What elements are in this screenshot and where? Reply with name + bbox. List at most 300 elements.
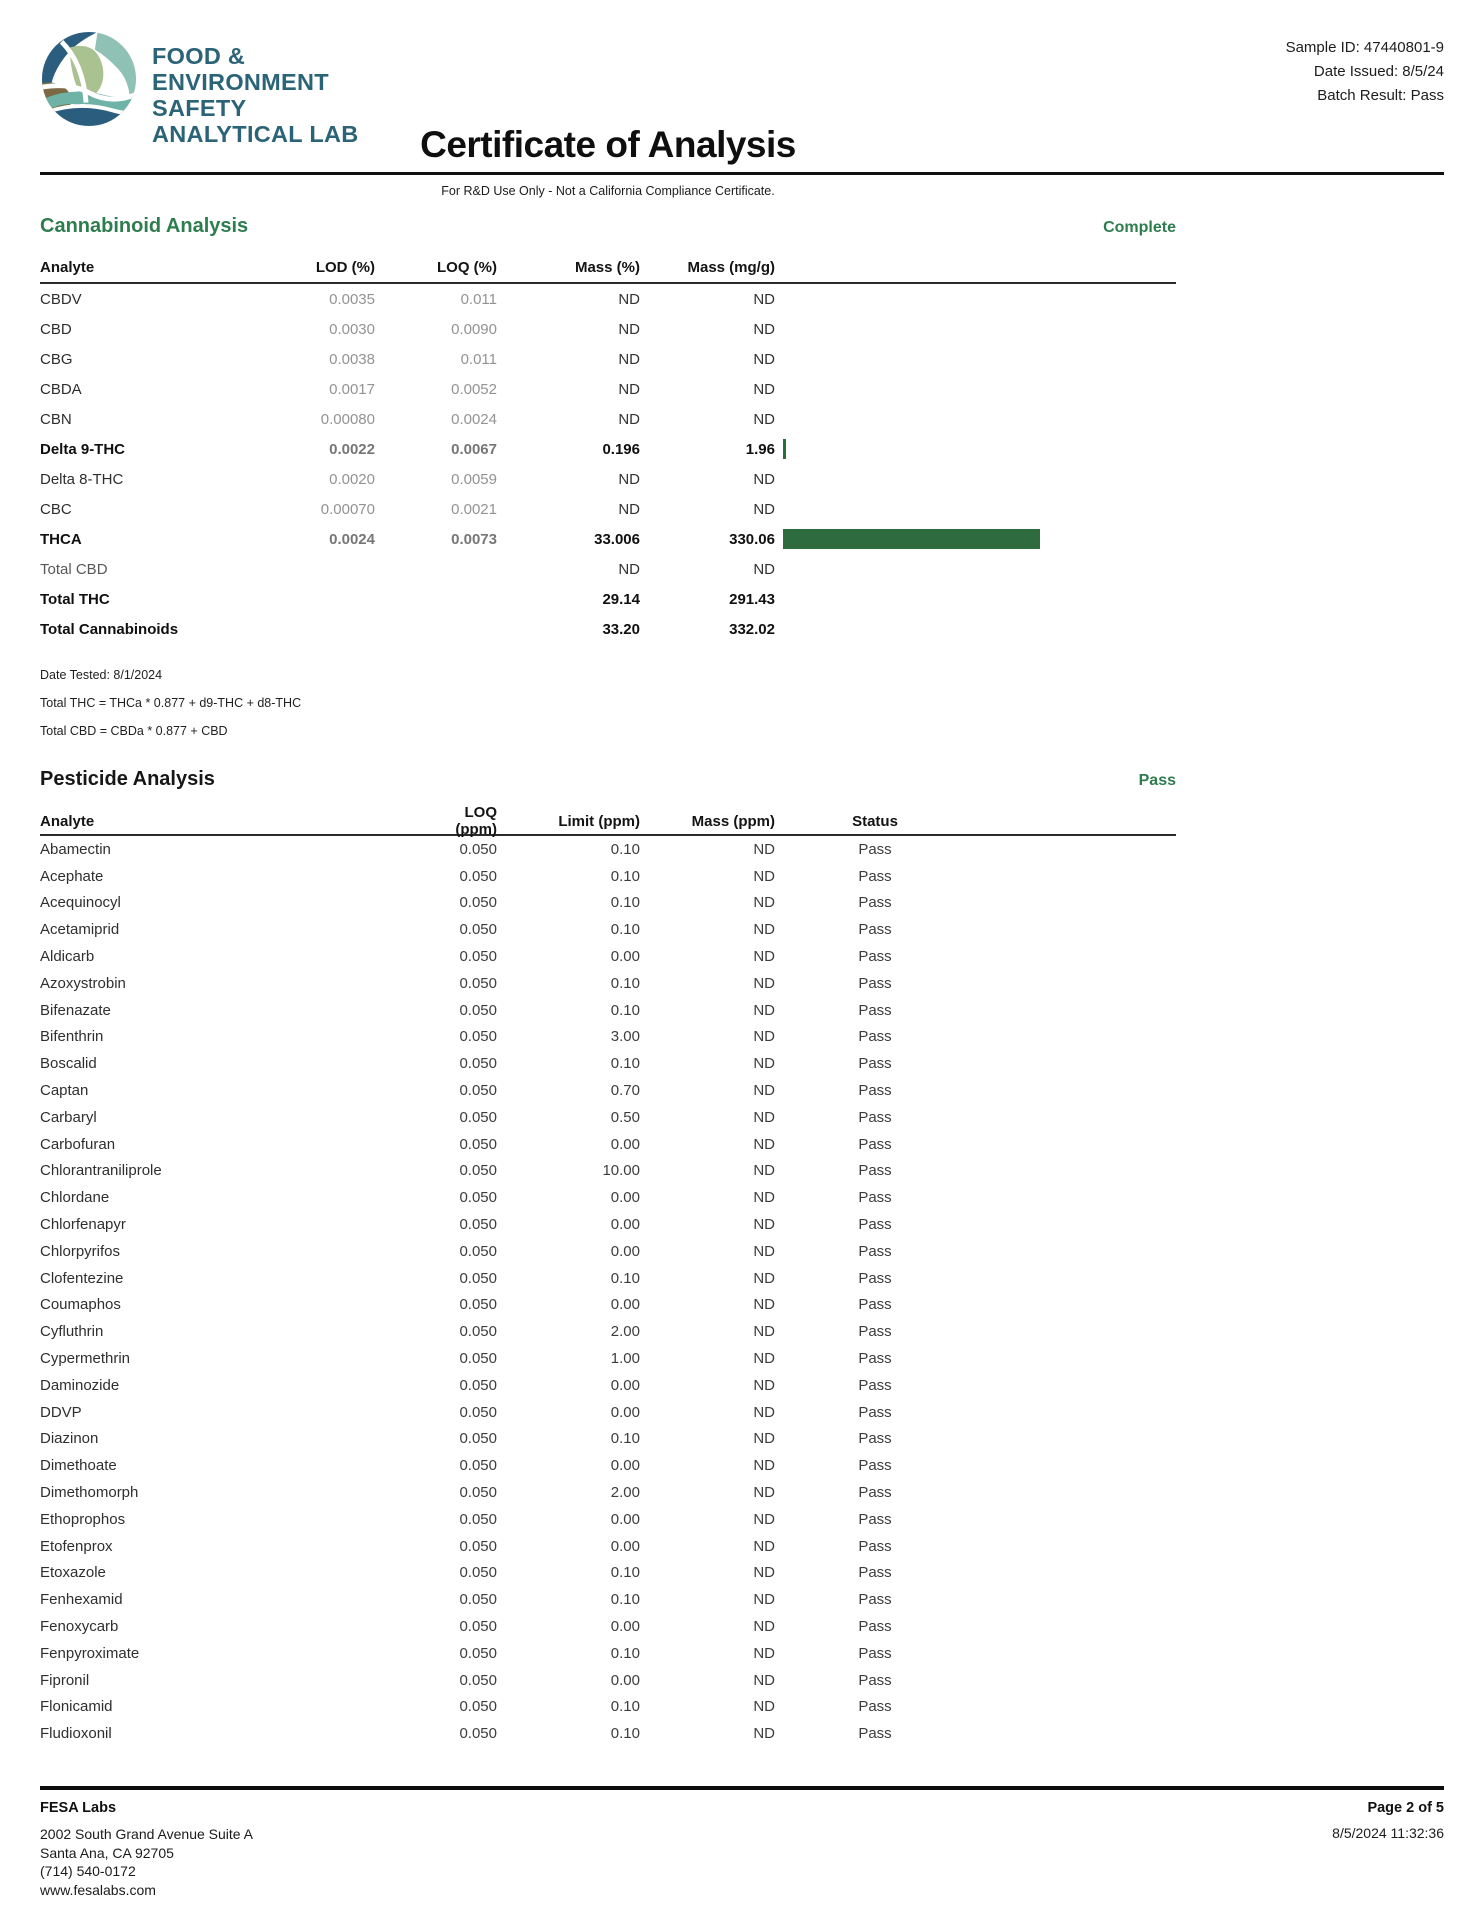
address-line-2: Santa Ana, CA 92705 (40, 1844, 174, 1861)
limit-ppm-value: 1.00 (610, 1350, 640, 1368)
analyte-name: Carbofuran (40, 1135, 116, 1153)
footer-body-row (40, 1825, 1444, 1899)
status-value: Pass (858, 1350, 892, 1368)
limit-ppm-value: 0.00 (610, 1618, 640, 1635)
analyte-name: CBD (40, 320, 72, 338)
limit-ppm-value: 0.00 (610, 1189, 640, 1207)
mass-percent-value: ND (618, 320, 640, 338)
analyte-name: Cypermethrin (40, 1350, 131, 1368)
status-value: Pass (858, 1644, 892, 1662)
col-limit-ppm: Limit (ppm) (558, 812, 640, 830)
print-timestamp: 8/5/2024 11:32:36 (1332, 1825, 1444, 1842)
status-value: Pass (858, 894, 892, 912)
analyte-name: CBDV (40, 290, 82, 308)
analyte-name: CBC (40, 500, 72, 518)
mass-bar-cell (775, 494, 1176, 524)
address-line-1: 2002 South Grand Avenue Suite A (40, 1826, 254, 1843)
total-cbd-formula: Total CBD = CBDa * 0.877 + CBD (40, 724, 228, 738)
pesticide-table-body (40, 836, 1176, 1747)
mass-ppm-value: ND (753, 1457, 775, 1475)
limit-ppm-value: 0.00 (610, 1135, 640, 1153)
pesticide-table-row (40, 1586, 1176, 1613)
mass-bar-cell (775, 314, 1176, 344)
pesticide-table-row (40, 1238, 1176, 1265)
pesticide-status-badge: Pass (1138, 772, 1176, 789)
cannabinoid-table (40, 252, 1176, 644)
analyte-name: Etofenprox (40, 1537, 113, 1555)
cannabinoid-table-row (40, 614, 1176, 644)
pesticide-section-head (40, 768, 1176, 791)
mass-bar (783, 439, 786, 459)
pesticide-table-row (40, 1184, 1176, 1211)
loq-ppm-value: 0.050 (459, 1028, 497, 1046)
page-title: Certificate of Analysis (420, 124, 796, 165)
limit-ppm-value: 0.10 (610, 1001, 640, 1019)
col-analyte: Analyte (40, 258, 95, 276)
lod-value: 0.0030 (329, 320, 375, 338)
analyte-name: Acephate (40, 867, 104, 885)
mass-ppm-value: ND (753, 1698, 775, 1716)
status-value: Pass (858, 1698, 892, 1716)
analyte-name: Dimethoate (40, 1457, 117, 1475)
mass-mg-value: ND (753, 470, 775, 488)
mass-ppm-value: ND (753, 1296, 775, 1314)
analyte-name: Captan (40, 1082, 89, 1100)
limit-ppm-value: 0.10 (610, 867, 640, 885)
loq-ppm-value: 0.050 (459, 1350, 497, 1368)
status-value: Pass (858, 1510, 892, 1528)
loq-ppm-value: 0.050 (459, 1564, 497, 1582)
mass-mg-value: ND (753, 350, 775, 368)
cannabinoid-table-row (40, 344, 1176, 374)
analyte-name: Bifenazate (40, 1001, 111, 1019)
limit-ppm-value: 0.00 (610, 1510, 640, 1528)
limit-ppm-value: 0.10 (610, 1644, 640, 1662)
analyte-name: Diazinon (40, 1430, 99, 1448)
address-line-3: (714) 540-0172 (40, 1863, 136, 1880)
batch-result: Batch Result: Pass (1317, 87, 1444, 104)
lab-name: FESA Labs (40, 1800, 117, 1817)
loq-ppm-value: 0.050 (459, 1457, 497, 1475)
status-value: Pass (858, 1430, 892, 1448)
pesticide-table-row (40, 863, 1176, 890)
lab-website: www.fesalabs.com (40, 1881, 156, 1898)
cannabinoid-table-row (40, 434, 1176, 464)
mass-ppm-value: ND (753, 1350, 775, 1368)
loq-ppm-value: 0.050 (459, 1671, 497, 1689)
loq-value: 0.0059 (451, 470, 497, 488)
status-value: Pass (858, 1376, 892, 1394)
pesticide-table-row (40, 1560, 1176, 1587)
analyte-name: Fludioxonil (40, 1725, 112, 1743)
analyte-name: Aldicarb (40, 948, 95, 966)
pesticide-table-row (40, 1399, 1176, 1426)
lod-value: 0.0017 (329, 380, 375, 398)
loq-ppm-value: 0.050 (459, 1403, 497, 1421)
pesticide-table-row (40, 1024, 1176, 1051)
mass-ppm-value: ND (753, 1403, 775, 1421)
col-loq: LOQ (%) (437, 258, 497, 276)
status-value: Pass (858, 1537, 892, 1555)
loq-ppm-value: 0.050 (459, 1618, 497, 1635)
col-analyte: Analyte (40, 812, 95, 830)
limit-ppm-value: 0.10 (610, 1591, 640, 1609)
col-status: Status (852, 812, 898, 830)
col-mass-ppm: Mass (ppm) (691, 812, 775, 830)
status-value: Pass (858, 1618, 892, 1635)
mass-mg-value: 330.06 (729, 530, 775, 548)
cannabinoid-notes (40, 668, 1444, 738)
status-value: Pass (858, 1242, 892, 1260)
analyte-name: Abamectin (40, 840, 111, 858)
limit-ppm-value: 0.10 (610, 1725, 640, 1743)
mass-ppm-value: ND (753, 1135, 775, 1153)
analyte-name: Total CBD (40, 560, 108, 578)
status-value: Pass (858, 1403, 892, 1421)
analyte-name: Chlorantraniliprole (40, 1162, 162, 1180)
limit-ppm-value: 0.10 (610, 1269, 640, 1287)
status-value: Pass (858, 974, 892, 992)
limit-ppm-value: 2.00 (610, 1484, 640, 1502)
title-wrap (40, 120, 1176, 166)
limit-ppm-value: 0.10 (610, 974, 640, 992)
logo-line-2: ENVIRONMENT (152, 68, 329, 95)
mass-percent-value: 29.14 (602, 590, 640, 608)
mass-mg-value: ND (753, 560, 775, 578)
loq-ppm-value: 0.050 (459, 1698, 497, 1716)
sample-info (1286, 36, 1444, 108)
mass-percent-value: 0.196 (602, 440, 640, 458)
mass-bar-cell (775, 284, 1176, 314)
status-value: Pass (858, 1216, 892, 1234)
loq-ppm-value: 0.050 (459, 840, 497, 858)
compliance-subtitle: For R&D Use Only - Not a California Compliance Certificate. (441, 184, 775, 198)
loq-value: 0.0024 (451, 410, 497, 428)
mass-percent-value: ND (618, 500, 640, 518)
mass-mg-value: ND (753, 290, 775, 308)
limit-ppm-value: 3.00 (610, 1028, 640, 1046)
mass-ppm-value: ND (753, 1644, 775, 1662)
mass-ppm-value: ND (753, 840, 775, 858)
lab-logo-icon (40, 30, 138, 128)
mass-ppm-value: ND (753, 1591, 775, 1609)
analyte-name: Fenoxycarb (40, 1618, 119, 1635)
limit-ppm-value: 0.70 (610, 1082, 640, 1100)
mass-mg-value: ND (753, 380, 775, 398)
mass-ppm-value: ND (753, 1055, 775, 1073)
pesticide-table-row (40, 1077, 1176, 1104)
loq-ppm-value: 0.050 (459, 1484, 497, 1502)
pesticide-table-row (40, 916, 1176, 943)
pesticide-table-row (40, 1613, 1176, 1640)
status-value: Pass (858, 1564, 892, 1582)
analyte-name: CBG (40, 350, 73, 368)
pesticide-table-row (40, 1694, 1176, 1721)
status-value: Pass (858, 1269, 892, 1287)
analyte-name: Chlorpyrifos (40, 1242, 121, 1260)
status-value: Pass (858, 1082, 892, 1100)
mass-ppm-value: ND (753, 948, 775, 966)
loq-ppm-value: 0.050 (459, 1216, 497, 1234)
mass-ppm-value: ND (753, 1216, 775, 1234)
pesticide-section (40, 768, 1444, 1747)
mass-bar-cell (775, 614, 1176, 644)
mass-ppm-value: ND (753, 1162, 775, 1180)
mass-bar (783, 529, 1040, 549)
analyte-name: CBN (40, 410, 72, 428)
mass-ppm-value: ND (753, 1082, 775, 1100)
pesticide-table-row (40, 1318, 1176, 1345)
cannabinoid-status-badge: Complete (1103, 219, 1176, 236)
analyte-name: Azoxystrobin (40, 974, 126, 992)
pesticide-table-row (40, 1667, 1176, 1694)
loq-value: 0.011 (460, 290, 497, 308)
total-thc-formula: Total THC = THCa * 0.877 + d9-THC + d8-THC (40, 696, 302, 710)
mass-ppm-value: ND (753, 1484, 775, 1502)
loq-ppm-value: 0.050 (459, 1055, 497, 1073)
mass-percent-value: ND (618, 560, 640, 578)
limit-ppm-value: 0.10 (610, 921, 640, 939)
status-value: Pass (858, 1162, 892, 1180)
pesticide-table-row (40, 1426, 1176, 1453)
limit-ppm-value: 0.10 (610, 1698, 640, 1716)
mass-bar-cell (775, 524, 1176, 554)
limit-ppm-value: 0.00 (610, 948, 640, 966)
cannabinoid-table-row (40, 314, 1176, 344)
cannabinoid-table-header (40, 252, 1176, 284)
status-value: Pass (858, 867, 892, 885)
logo-line-4: ANALYTICAL LAB (152, 120, 359, 147)
status-value: Pass (858, 1484, 892, 1502)
mass-bar-cell (775, 434, 1176, 464)
lod-value: 0.0020 (329, 470, 375, 488)
lod-value: 0.0024 (329, 530, 375, 548)
loq-ppm-value: 0.050 (459, 1001, 497, 1019)
mass-ppm-value: ND (753, 1376, 775, 1394)
mass-mg-value: 1.96 (745, 440, 775, 458)
loq-ppm-value: 0.050 (459, 1537, 497, 1555)
mass-mg-value: 291.43 (729, 590, 775, 608)
sample-id: Sample ID: 47440801-9 (1285, 39, 1444, 56)
mass-bar-cell (775, 584, 1176, 614)
analyte-name: Fenhexamid (40, 1591, 123, 1609)
status-value: Pass (858, 1323, 892, 1341)
limit-ppm-value: 0.00 (610, 1242, 640, 1260)
pesticide-table-row (40, 890, 1176, 917)
analyte-name: Bifenthrin (40, 1028, 104, 1046)
analyte-name: Flonicamid (40, 1698, 113, 1716)
pesticide-table-row (40, 1479, 1176, 1506)
loq-ppm-value: 0.050 (459, 1644, 497, 1662)
pesticide-table-row (40, 1292, 1176, 1319)
pesticide-table-row (40, 1533, 1176, 1560)
doc-header (40, 28, 1444, 165)
limit-ppm-value: 0.00 (610, 1376, 640, 1394)
loq-ppm-value: 0.050 (459, 921, 497, 939)
mass-ppm-value: ND (753, 1323, 775, 1341)
loq-ppm-value: 0.050 (459, 1376, 497, 1394)
loq-value: 0.011 (460, 350, 497, 368)
lod-value: 0.0022 (329, 440, 375, 458)
cannabinoid-table-row (40, 464, 1176, 494)
loq-ppm-value: 0.050 (459, 1323, 497, 1341)
pesticide-table-row (40, 1211, 1176, 1238)
analyte-name: Boscalid (40, 1055, 97, 1073)
status-value: Pass (858, 1457, 892, 1475)
header-divider (40, 172, 1444, 175)
mass-ppm-value: ND (753, 1001, 775, 1019)
mass-bar-cell (775, 404, 1176, 434)
limit-ppm-value: 0.00 (610, 1296, 640, 1314)
cannabinoid-section (40, 215, 1444, 738)
loq-value: 0.0073 (451, 530, 497, 548)
mass-percent-value: ND (618, 410, 640, 428)
col-mass-pct: Mass (%) (574, 258, 640, 276)
limit-ppm-value: 0.00 (610, 1537, 640, 1555)
pesticide-table-row (40, 970, 1176, 997)
analyte-name: DDVP (40, 1403, 82, 1421)
cannabinoid-table-row (40, 554, 1176, 584)
status-value: Pass (858, 1189, 892, 1207)
status-value: Pass (858, 921, 892, 939)
pesticide-table-row (40, 1131, 1176, 1158)
analyte-name: Acetamiprid (40, 921, 120, 939)
loq-ppm-value: 0.050 (459, 1591, 497, 1609)
loq-ppm-value: 0.050 (459, 867, 497, 885)
mass-ppm-value: ND (753, 1430, 775, 1448)
limit-ppm-value: 10.00 (602, 1162, 640, 1180)
analyte-name: Clofentezine (40, 1269, 124, 1287)
loq-value: 0.0052 (451, 380, 497, 398)
doc-footer (40, 1786, 1444, 1899)
status-value: Pass (858, 1001, 892, 1019)
loq-ppm-value: 0.050 (459, 974, 497, 992)
loq-value: 0.0067 (451, 440, 497, 458)
loq-ppm-value: 0.050 (459, 1082, 497, 1100)
mass-bar-cell (775, 554, 1176, 584)
mass-percent-value: ND (618, 290, 640, 308)
analyte-name: Dimethomorph (40, 1484, 139, 1502)
loq-value: 0.0090 (451, 320, 497, 338)
pesticide-table-row (40, 997, 1176, 1024)
mass-percent-value: ND (618, 380, 640, 398)
analyte-name: Cyfluthrin (40, 1323, 104, 1341)
cannabinoid-table-row (40, 404, 1176, 434)
mass-percent-value: 33.006 (594, 530, 640, 548)
mass-ppm-value: ND (753, 1564, 775, 1582)
analyte-name: Ethoprophos (40, 1510, 126, 1528)
loq-ppm-value: 0.050 (459, 1725, 497, 1743)
cannabinoid-table-row (40, 524, 1176, 554)
mass-ppm-value: ND (753, 1269, 775, 1287)
loq-ppm-value: 0.050 (459, 894, 497, 912)
loq-ppm-value: 0.050 (459, 1189, 497, 1207)
pesticide-table-row (40, 1640, 1176, 1667)
mass-percent-value: ND (618, 350, 640, 368)
mass-mg-value: ND (753, 320, 775, 338)
mass-bar-cell (775, 464, 1176, 494)
pesticide-table-row (40, 943, 1176, 970)
loq-ppm-value: 0.050 (459, 1135, 497, 1153)
mass-bar-cell (775, 374, 1176, 404)
page-number: Page 2 of 5 (1367, 1800, 1444, 1817)
pesticide-table-row (40, 1265, 1176, 1292)
analyte-name: Carbaryl (40, 1108, 97, 1126)
status-value: Pass (858, 1296, 892, 1314)
analyte-name: Chlordane (40, 1189, 110, 1207)
limit-ppm-value: 0.00 (610, 1216, 640, 1234)
limit-ppm-value: 0.00 (610, 1671, 640, 1689)
loq-ppm-value: 0.050 (459, 948, 497, 966)
mass-ppm-value: ND (753, 1537, 775, 1555)
col-mass-mg: Mass (mg/g) (687, 258, 775, 276)
status-value: Pass (858, 840, 892, 858)
limit-ppm-value: 0.10 (610, 1430, 640, 1448)
status-value: Pass (858, 948, 892, 966)
mass-ppm-value: ND (753, 1510, 775, 1528)
loq-ppm-value: 0.050 (459, 1242, 497, 1260)
limit-ppm-value: 0.10 (610, 1564, 640, 1582)
mass-mg-value: ND (753, 500, 775, 518)
lod-value: 0.0035 (329, 290, 375, 308)
analyte-name: THCA (40, 530, 82, 548)
status-value: Pass (858, 1671, 892, 1689)
status-value: Pass (858, 1108, 892, 1126)
analyte-name: Chlorfenapyr (40, 1216, 126, 1234)
logo-line-3: SAFETY (152, 94, 247, 121)
analyte-name: Coumaphos (40, 1296, 121, 1314)
status-value: Pass (858, 1725, 892, 1743)
pesticide-table-row (40, 1720, 1176, 1747)
loq-value: 0.0021 (451, 500, 497, 518)
pesticide-table-row (40, 1050, 1176, 1077)
loq-ppm-value: 0.050 (459, 1296, 497, 1314)
date-issued: Date Issued: 8/5/24 (1313, 63, 1444, 80)
pesticide-table-row (40, 1372, 1176, 1399)
pesticide-table-row (40, 1104, 1176, 1131)
cannabinoid-table-row (40, 584, 1176, 614)
pesticide-table-row (40, 1345, 1176, 1372)
footer-divider (40, 1786, 1444, 1790)
pesticide-table (40, 804, 1176, 1747)
limit-ppm-value: 0.10 (610, 1055, 640, 1073)
mass-ppm-value: ND (753, 1108, 775, 1126)
pesticide-table-row (40, 1452, 1176, 1479)
lod-value: 0.00070 (320, 500, 375, 518)
mass-ppm-value: ND (753, 1725, 775, 1743)
pesticide-table-row (40, 1158, 1176, 1185)
analyte-name: Total Cannabinoids (40, 620, 179, 638)
analyte-name: Acequinocyl (40, 894, 121, 912)
analyte-name: CBDA (40, 380, 82, 398)
mass-bar-cell (775, 344, 1176, 374)
mass-ppm-value: ND (753, 1189, 775, 1207)
cannabinoid-table-row (40, 494, 1176, 524)
pesticide-section-title: Pesticide Analysis (40, 768, 215, 790)
cannabinoid-section-head (40, 215, 1176, 238)
cannabinoid-table-row (40, 284, 1176, 314)
mass-percent-value: ND (618, 470, 640, 488)
status-value: Pass (858, 1055, 892, 1073)
mass-ppm-value: ND (753, 974, 775, 992)
loq-ppm-value: 0.050 (459, 1108, 497, 1126)
analyte-name: Total THC (40, 590, 110, 608)
loq-ppm-value: 0.050 (459, 1269, 497, 1287)
status-value: Pass (858, 1135, 892, 1153)
mass-ppm-value: ND (753, 894, 775, 912)
col-lod: LOD (%) (315, 258, 375, 276)
analyte-name: Fenpyroximate (40, 1644, 140, 1662)
